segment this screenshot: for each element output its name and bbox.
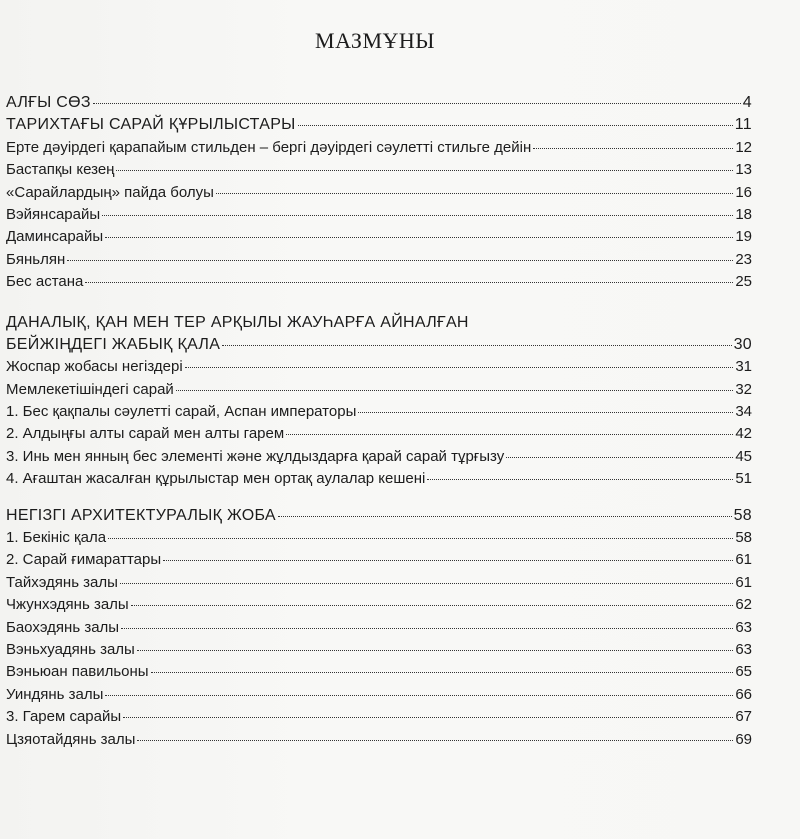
- toc-entry-title: Даминсарайы: [6, 228, 104, 246]
- dot-leader: [533, 148, 733, 149]
- dot-leader: [67, 260, 733, 261]
- toc-entry[interactable]: [6, 183, 752, 205]
- toc-entry-title: Жоспар жобасы негіздері: [6, 358, 183, 376]
- toc-entry[interactable]: [6, 707, 752, 729]
- toc-entry[interactable]: [6, 93, 752, 115]
- dot-leader: [105, 695, 733, 696]
- toc-entry[interactable]: [6, 528, 752, 550]
- toc-entry[interactable]: [6, 550, 752, 572]
- toc-entry-title: Вэньюан павильоны: [6, 663, 149, 681]
- toc-entry-title: Тайхэдянь залы: [6, 573, 118, 591]
- toc-entry-title: 2. Сарай ғимараттары: [6, 551, 162, 569]
- toc-entry-title: 1. Бес қақпалы сәулетті сарай, Аспан императоры: [6, 403, 357, 421]
- toc-entry-page-number: 13: [735, 161, 752, 179]
- toc-entry-page-number: 12: [735, 138, 752, 156]
- dot-leader: [120, 583, 733, 584]
- dot-leader: [137, 740, 733, 741]
- toc-entry-title: БЕЙЖІҢДЕГІ ЖАБЫҚ ҚАЛА: [6, 335, 221, 353]
- dot-leader: [93, 103, 741, 104]
- toc-entry-page-number: 63: [735, 640, 752, 658]
- toc-entry-title: Уиндянь залы: [6, 685, 104, 703]
- toc-entry[interactable]: [6, 685, 752, 707]
- toc-entry[interactable]: [6, 380, 752, 402]
- toc-entry-page-number: 34: [735, 403, 752, 421]
- toc-entry-page-number: 11: [734, 116, 752, 134]
- toc-entry-title: Мемлекетішіндегі сарай: [6, 380, 174, 398]
- dot-leader: [286, 434, 733, 435]
- toc-entry-page-number: 19: [735, 228, 752, 246]
- toc-entry-title: Бес астана: [6, 273, 84, 291]
- toc-entry-page-number: 58: [733, 506, 752, 524]
- toc-entry[interactable]: [6, 227, 752, 249]
- toc-entry-page-number: 23: [735, 250, 752, 268]
- toc-entry-title: «Сарайлардың» пайда болуы: [6, 183, 214, 201]
- dot-leader: [105, 237, 733, 238]
- dot-leader: [298, 125, 733, 126]
- toc-entry-page-number: 32: [735, 380, 752, 398]
- toc-section-forbidden-city: [6, 335, 752, 492]
- dot-leader: [506, 457, 733, 458]
- toc-entry-page-number: 25: [735, 273, 752, 291]
- dot-leader: [358, 412, 733, 413]
- toc-entry-page-number: 31: [735, 358, 752, 376]
- toc-entry[interactable]: [6, 250, 752, 272]
- toc-entry-page-number: 16: [735, 183, 752, 201]
- dot-leader: [222, 345, 731, 346]
- toc-entry[interactable]: [6, 730, 752, 752]
- toc-entry-title: Вэньхуадянь залы: [6, 640, 135, 658]
- dot-leader: [108, 538, 733, 539]
- toc-entry-title: Цзяотайдянь залы: [6, 730, 136, 748]
- toc-entry[interactable]: [6, 424, 752, 446]
- dot-leader: [116, 170, 733, 171]
- toc-entry-title: ТАРИХТАҒЫ САРАЙ ҚҰРЫЛЫСТАРЫ: [6, 116, 296, 134]
- toc-entry-page-number: 62: [735, 596, 752, 614]
- toc-section-history: [6, 93, 752, 295]
- toc-entry-page-number: 63: [735, 618, 752, 636]
- toc-entry[interactable]: [6, 469, 752, 491]
- toc-entry-title: Бяньлян: [6, 250, 66, 268]
- toc-entry-title: Ерте дәуірдегі қарапайым стильден – бергі дәуірдегі сәулетті стильге дейін: [6, 138, 532, 156]
- toc-entry-title: Баохэдянь залы: [6, 618, 120, 636]
- toc-entry[interactable]: [6, 272, 752, 294]
- toc-entry[interactable]: [6, 205, 752, 227]
- toc-entry[interactable]: [6, 595, 752, 617]
- toc-entry-title: 3. Инь мен янның бес элементі және жұлдыздарға қарай сарай тұрғызу: [6, 447, 505, 465]
- toc-entry-title: АЛҒЫ СӨЗ: [6, 94, 91, 111]
- toc-entry[interactable]: [6, 115, 752, 137]
- toc-entry[interactable]: [6, 402, 752, 424]
- toc-entry-title: Бастапқы кезең: [6, 161, 115, 179]
- toc-entry-title: НЕГІЗГІ АРХИТЕКТУРАЛЫҚ ЖОБА: [6, 506, 276, 524]
- toc-entry-title: 2. Алдыңғы алты сарай мен алты гарем: [6, 425, 285, 443]
- toc-entry[interactable]: [6, 640, 752, 662]
- toc-entry-title: 4. Ағаштан жасалған құрылыстар мен ортақ аулалар кешені: [6, 470, 426, 488]
- dot-leader: [163, 560, 733, 561]
- toc-entry[interactable]: [6, 447, 752, 469]
- toc-entry-title: 3. Гарем сарайы: [6, 708, 122, 726]
- toc-entry[interactable]: [6, 506, 752, 528]
- toc-entry-page-number: 51: [735, 470, 752, 488]
- toc-entry-page-number: 61: [735, 573, 752, 591]
- dot-leader: [102, 215, 733, 216]
- dot-leader: [137, 650, 733, 651]
- toc-entry-title: 1. Бекініс қала: [6, 529, 107, 547]
- toc-entry-title: Вэйянсарайы: [6, 205, 101, 223]
- toc-entry-page-number: 65: [735, 663, 752, 681]
- toc-entry-page-number: 30: [733, 335, 752, 353]
- toc-entry[interactable]: [6, 573, 752, 595]
- toc-heading-text: ДАНАЛЫҚ, ҚАН МЕН ТЕР АРҚЫЛЫ ЖАУҺАРҒА АЙНАЛҒАН: [6, 313, 469, 331]
- toc-entry[interactable]: [6, 138, 752, 160]
- toc-entry[interactable]: [6, 618, 752, 640]
- toc-entry-page-number: 45: [735, 447, 752, 465]
- toc-entry-page-number: 67: [735, 708, 752, 726]
- dot-leader: [85, 282, 733, 283]
- dot-leader: [123, 717, 733, 718]
- page-title: МАЗМҰНЫ: [315, 28, 435, 53]
- toc-entry-page-number: 69: [735, 730, 752, 748]
- toc-entry[interactable]: [6, 335, 752, 357]
- dot-leader: [131, 605, 734, 606]
- toc-section-architecture: [6, 506, 752, 752]
- dot-leader: [278, 516, 732, 517]
- dot-leader: [185, 367, 734, 368]
- dot-leader: [121, 628, 733, 629]
- dot-leader: [427, 479, 733, 480]
- toc-entry-title: Чжунхэдянь залы: [6, 596, 129, 614]
- toc-entry-page-number: 66: [735, 685, 752, 703]
- toc-entry[interactable]: [6, 160, 752, 182]
- table-of-contents: [6, 93, 752, 752]
- dot-leader: [176, 390, 734, 391]
- dot-leader: [216, 193, 733, 194]
- toc-entry-page-number: 18: [735, 205, 752, 223]
- toc-entry[interactable]: [6, 357, 752, 379]
- toc-entry-page-number: 61: [735, 551, 752, 569]
- dot-leader: [151, 672, 734, 673]
- toc-entry-page-number: 4: [742, 94, 752, 111]
- toc-entry-page-number: 58: [735, 529, 752, 547]
- toc-entry-page-number: 42: [735, 425, 752, 443]
- toc-entry[interactable]: [6, 662, 752, 684]
- toc-heading-line: [6, 313, 752, 335]
